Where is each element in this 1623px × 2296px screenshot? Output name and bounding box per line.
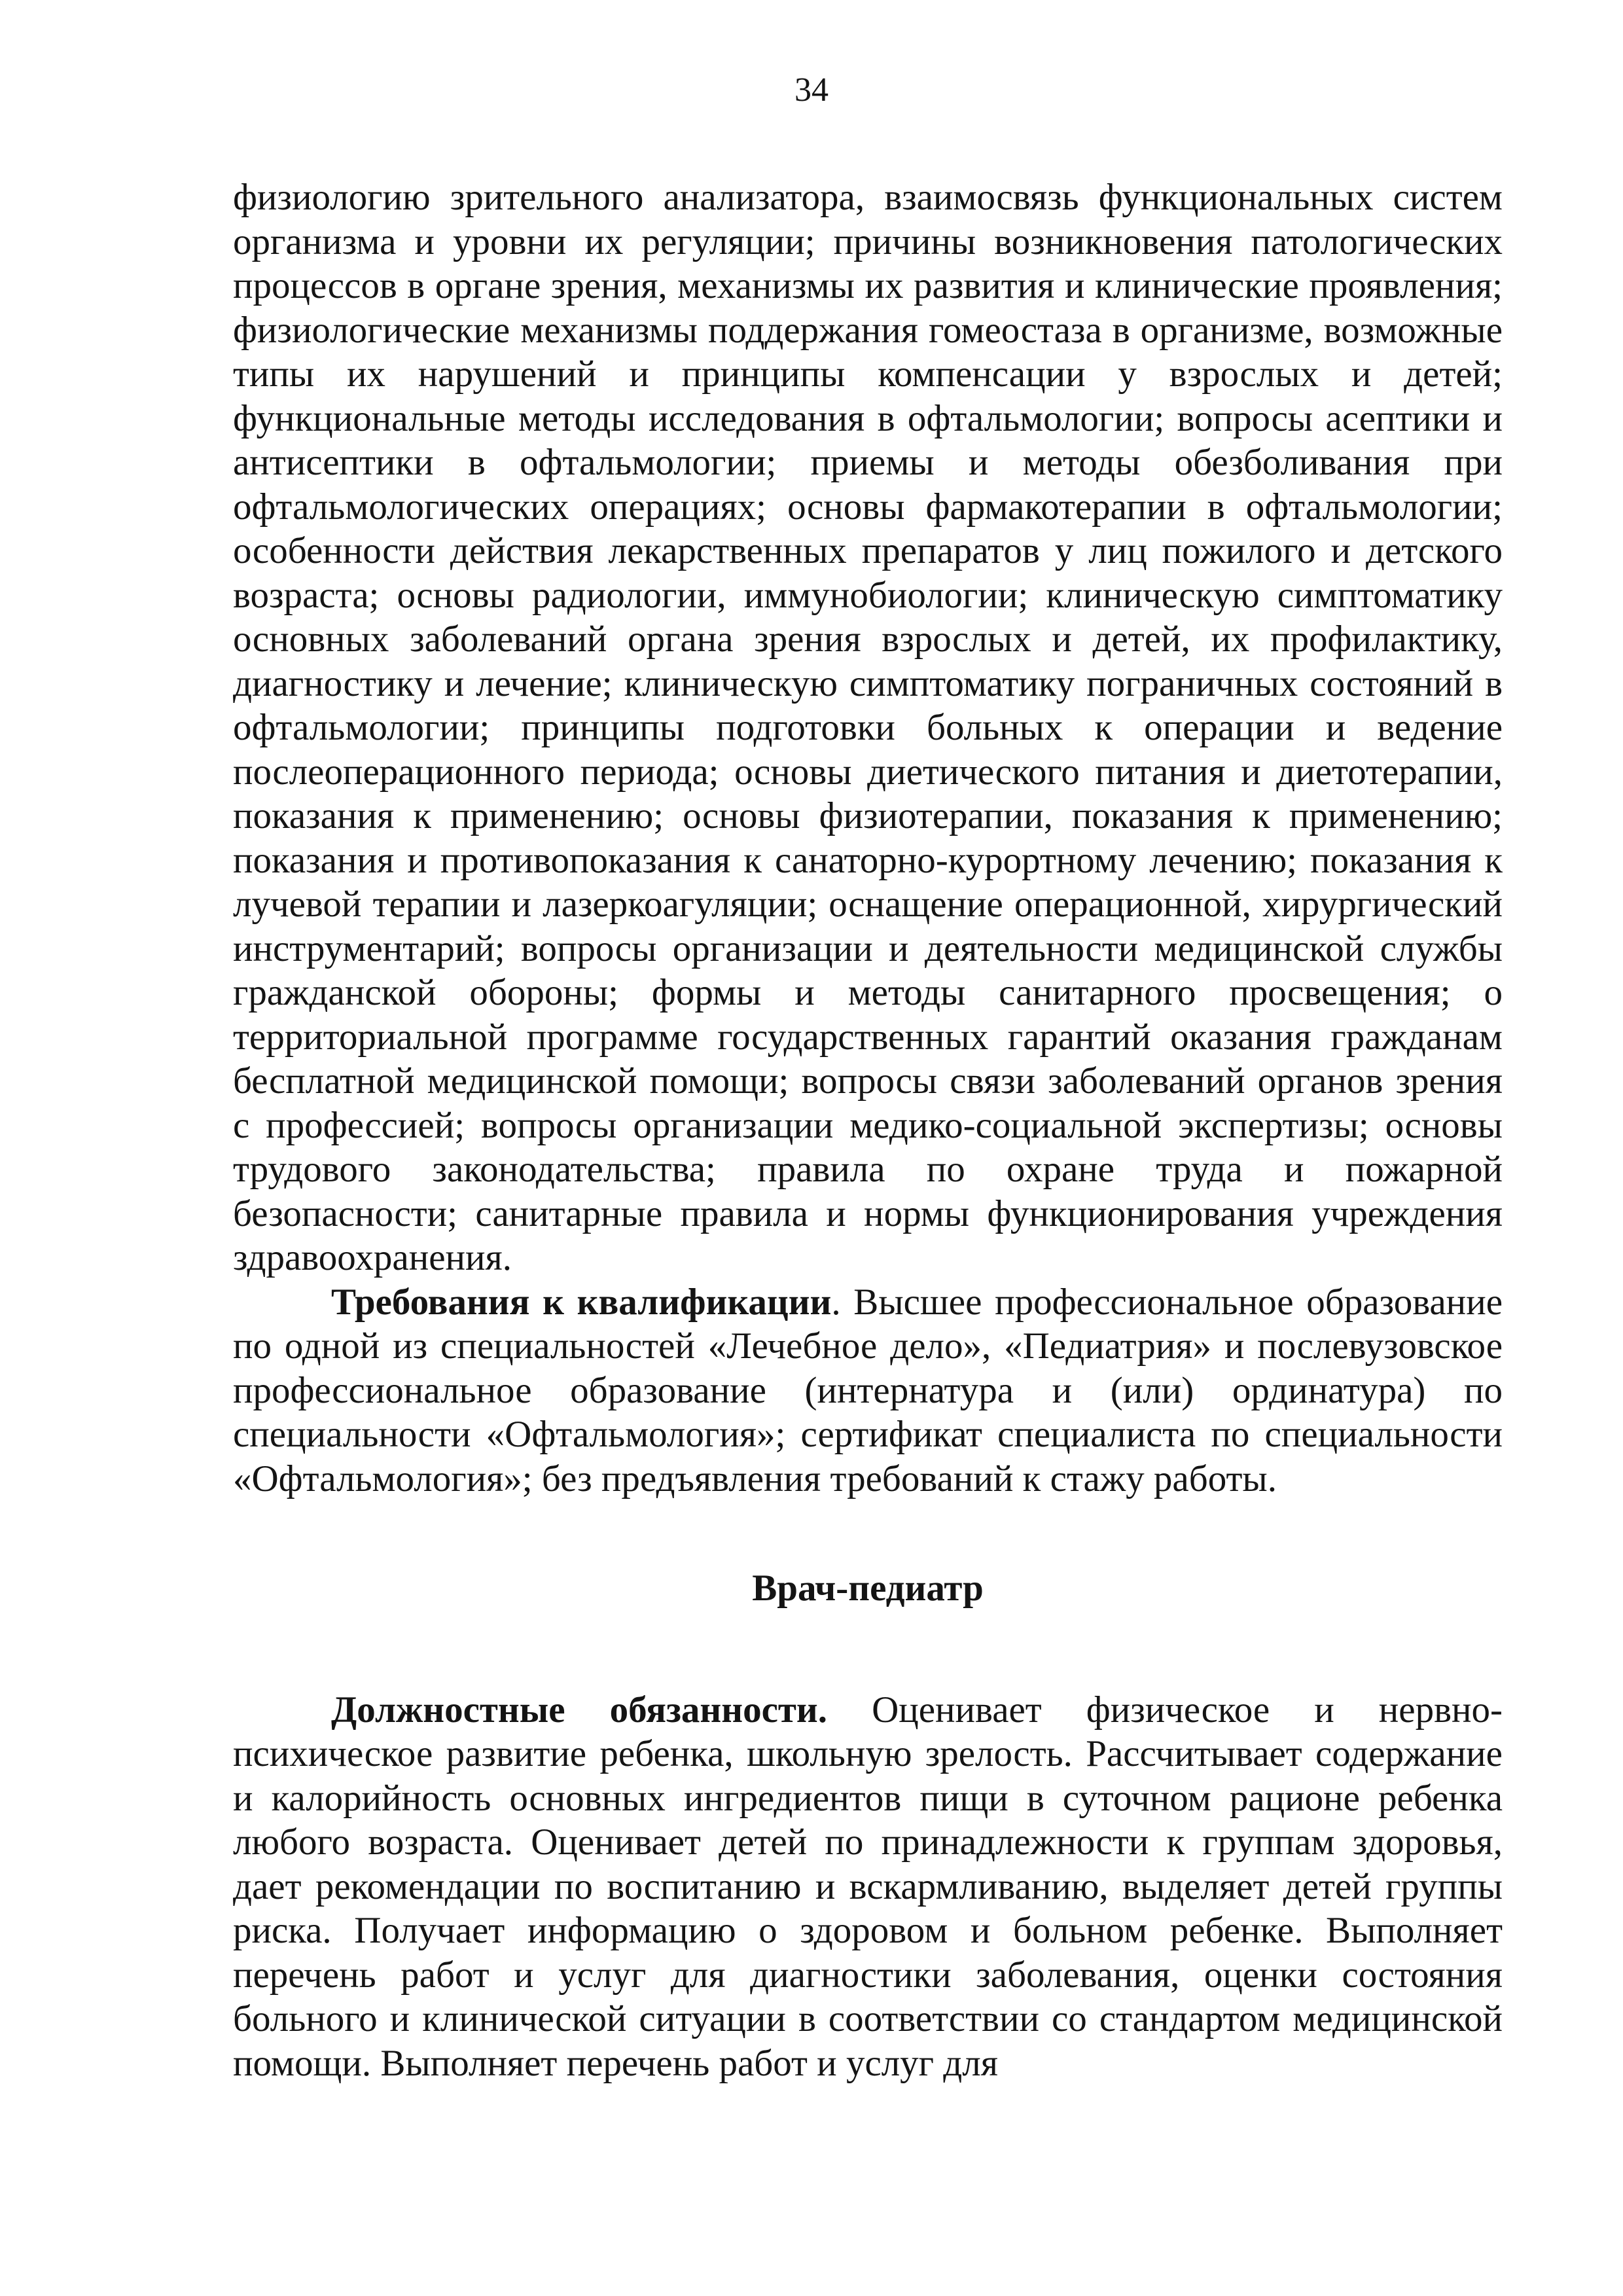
qualification-paragraph — [233, 1280, 1503, 1501]
section-heading: Врач-педиатр — [752, 1568, 984, 1609]
page-body — [233, 175, 1503, 2085]
duties-lead: Должностные обязанности. — [331, 1689, 828, 1731]
duties-paragraph — [233, 1688, 1503, 2086]
qualification-lead: Требования к квалификации — [331, 1281, 832, 1323]
knowledge-list-paragraph: физиологию зрительного анализатора, взаимосвязь функциональных систем организма и уровни их регуляции; причины возникновения патологических процессов в органе зрения, механизмы их развития и клинические проявления; физиологические механизмы поддержания гомеостаза в организме, возможные типы их нарушений и принципы компенсации у взрослых и детей; функциональные методы исследования в офтальмологии; вопросы асептики и антисептики в офтальмологии; приемы и методы обезболивания при офтальмологических операциях; основы фармакотерапии в офтальмологии; особенности действия лекарственных препаратов у лиц пожилого и детского возраста; основы радиологии, иммунобиологии; клиническую симптоматику основных заболеваний органа зрения взрослых и детей, их профилактику, диагностику и лечение; клиническую симптоматику пограничных состояний в офтальмологии; принципы подготовки больных к операции и ведение послеоперационного периода; основы диетического питания и диетотерапии, показания к применению; основы физиотерапии, показания к применению; показания и противопоказания к санаторно-курортному лечению; показания к лучевой терапии и лазеркоагуляции; оснащение операционной, хирургический инструментарий; вопросы организации и деятельности медицинской службы гражданской обороны; формы и методы санитарного просвещения; о территориальной программе государственных гарантий оказания гражданам бесплатной медицинской помощи; вопросы связи заболеваний органов зрения с профессией; вопросы организации медико-социальной экспертизы; основы трудового законодательства; правила по охране труда и пожарной безопасности; санитарные правила и нормы функционирования учреждения здравоохранения. — [233, 177, 1503, 1278]
qualification-text: . Высшее профессиональное образование по одной из специальностей «Лечебное дело», «Педиатрия» и послевузовское профессиональное образование (интернатура и (или) ординатура) по специальности «Офтальмология»; сертификат специалиста по специальности «Офтальмология»; без предъявления требований к стажу работы. — [233, 1281, 1503, 1499]
page-number: 34 — [794, 71, 829, 109]
duties-text: Оценивает физическое и нервно-психическое развитие ребенка, школьную зрелость. Рассчитывает содержание и калорийность основных ингредиентов пищи в суточном рационе ребенка любого возраста. Оценивает детей по принадлежности к группам здоровья, дает рекомендации по воспитанию и вскармливанию, выделяет детей группы риска. Получает информацию о здоровом и больном ребенке. Выполняет перечень работ и услуг для диагностики заболевания, оценки состояния больного и клинической ситуации в соответствии со стандартом медицинской помощи. Выполняет перечень работ и услуг для — [233, 1689, 1503, 2084]
